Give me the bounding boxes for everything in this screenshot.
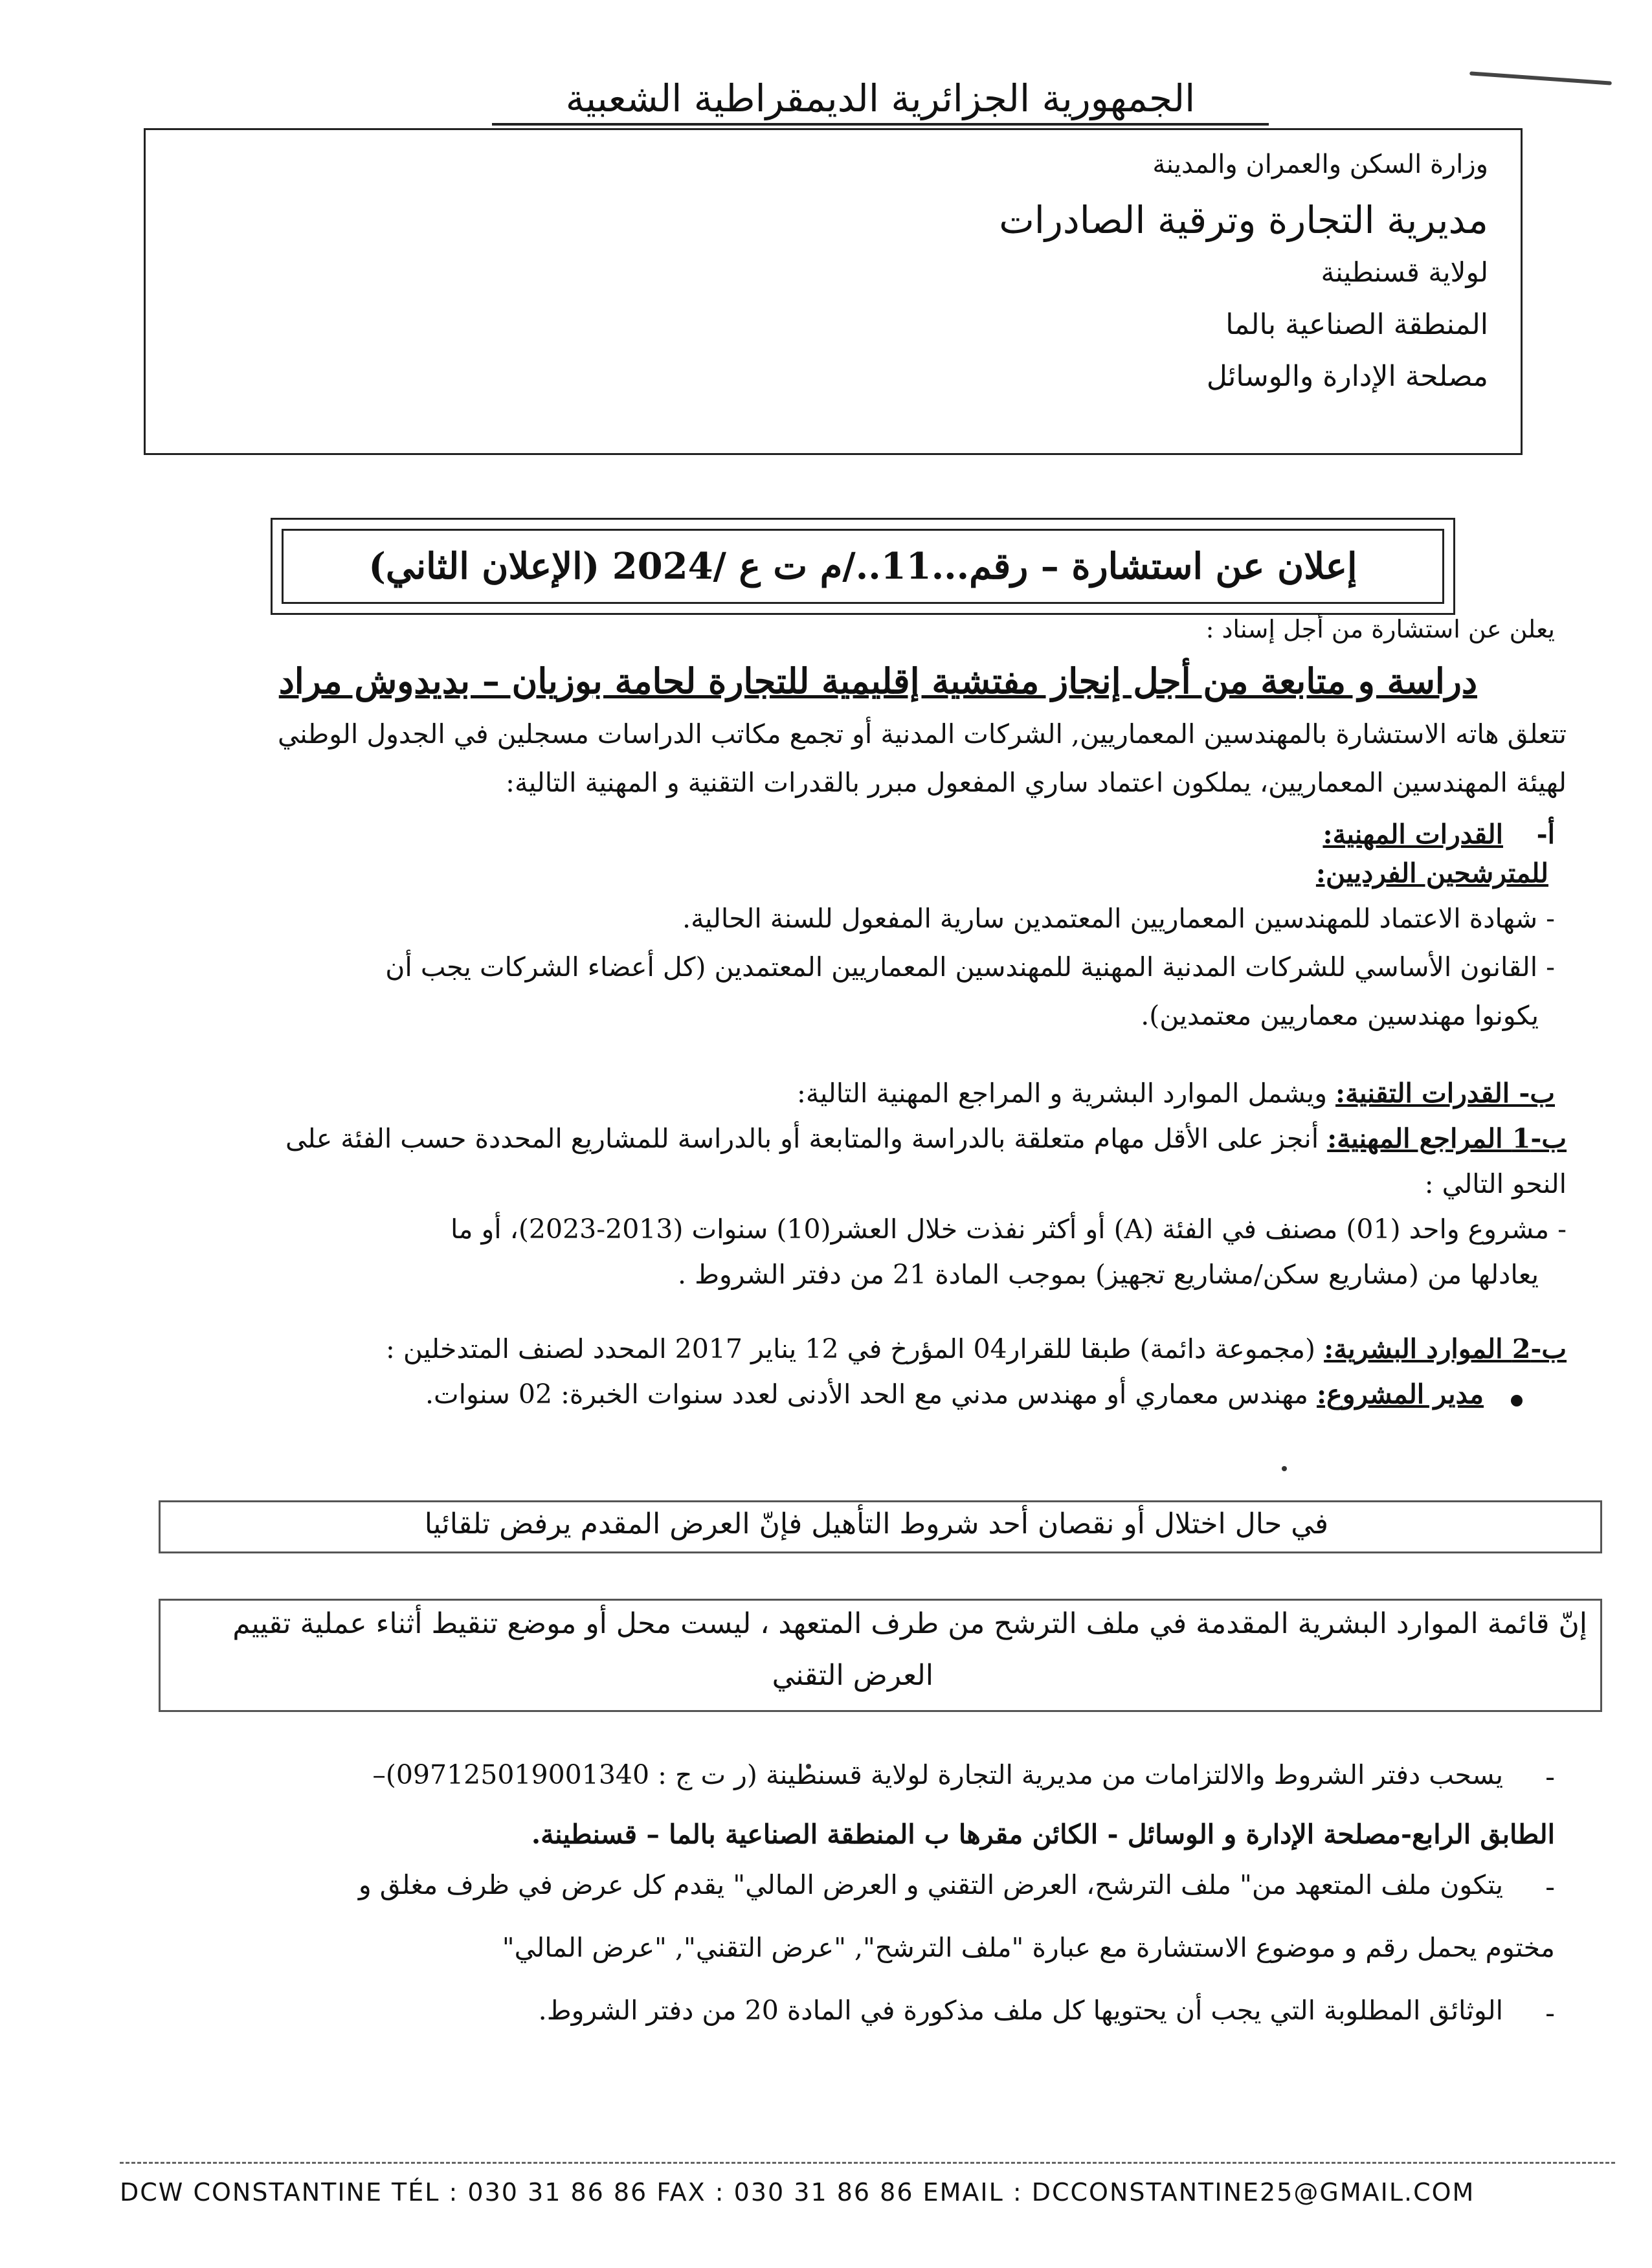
eligibility-line-2: لهيئة المهندسين المعماريين، يملكون اعتماد ساري المفعول مبرر بالقدرات التقنية و المهنية التالية:	[506, 767, 1567, 798]
footer-rule	[120, 2162, 1615, 2164]
section-a-item-1: - شهادة الاعتماد للمهندسين المعماريين المعتمدين سارية المفعول للسنة الحالية.	[682, 903, 1555, 934]
dash-marker: -	[1545, 1997, 1555, 2030]
scan-speck	[1282, 1466, 1287, 1471]
header-box	[144, 128, 1523, 455]
section-a-heading: القدرات المهنية:	[1323, 819, 1503, 850]
b2-line	[386, 1333, 1567, 1365]
announcement-title: إعلان عن استشارة – رقم...11../م ت ع /2024 (الإعلان الثاني)	[368, 545, 1357, 588]
footer-contact: DCW CONSTANTINE TÉL : 030 31 86 86 FAX : 030 31 86 86 EMAIL : DCCONSTANTINE25@GMAIL.COM	[120, 2178, 1475, 2207]
b2-heading: ب-2 الموارد البشرية:	[1324, 1333, 1567, 1364]
b1-heading: ب-1 المراجع المهنية:	[1327, 1123, 1567, 1154]
b1-item: - مشروع واحد (01) مصنف في الفئة (A) أو أكثر نفذت خلال العشر(10) سنوات (2013-2023)، أو ما	[450, 1214, 1567, 1245]
section-a-item-2-cont: يكونوا مهندسين معماريين معتمدين).	[1141, 1000, 1539, 1031]
bullet-dot	[1511, 1395, 1523, 1406]
manager-line	[425, 1379, 1484, 1410]
directorate-line: مديرية التجارة وترقية الصادرات	[999, 198, 1488, 242]
ministry-line: وزارة السكن والعمران والمدينة	[1152, 150, 1488, 179]
section-b-heading-line	[797, 1078, 1555, 1109]
hr-notice-line-1: إنّ قائمة الموارد البشرية المقدمة في ملف الترشح من طرف المتعهد ، ليست محل أو موضع تنقيط أثناء عملية تقييم	[232, 1607, 1587, 1640]
manager-rest: مهندس معماري أو مهندس مدني مع الحد الأدنى لعدد سنوات الخبرة: 02 سنوات.	[425, 1379, 1317, 1410]
dash-marker: -	[1545, 1871, 1555, 1904]
section-a-item-2: - القانون الأساسي للشركات المدنية المهنية للمهندسين المعماريين المعتمدين (كل أعضاء الشركات يجب أن	[385, 951, 1555, 983]
instruction-3: الوثائق المطلوبة التي يجب أن يحتويها كل ملف مذكورة في المادة 20 من دفتر الشروط.	[538, 1995, 1503, 2026]
rejection-notice: في حال اختلال أو نقصان أحد شروط التأهيل فإنّ العرض المقدم يرفض تلقائيا	[424, 1507, 1328, 1540]
instruction-2b: مختوم يحمل رقم و موضوع الاستشارة مع عبارة "ملف الترشح", "عرض التقني", "عرض المالي"	[502, 1932, 1555, 1963]
section-b-heading-rest: ويشمل الموارد البشرية و المراجع المهنية التالية:	[797, 1078, 1336, 1109]
b2-rest: (مجموعة دائمة) طبقا للقرار04 المؤرخ في 12 يناير 2017 المحدد لصنف المتدخلين :	[386, 1333, 1324, 1364]
service-line: مصلحة الإدارة والوسائل	[1206, 360, 1488, 393]
b1-rest: أنجز على الأقل مهام متعلقة بالدراسة والمتابعة أو بالدراسة للمشاريع المحددة حسب الفئة على	[285, 1123, 1328, 1154]
zone-line: المنطقة الصناعية بالما	[1225, 308, 1488, 341]
republic-heading: الجمهورية الجزائرية الديمقراطية الشعبية	[492, 76, 1269, 126]
eligibility-line-1: تتعلق هاته الاستشارة بالمهندسين المعماريين, الشركات المدنية أو تجمع مكاتب الدراسات مسجلين في الجدول الوطني	[278, 718, 1567, 750]
instruction-1b: الطابق الرابع-مصلحة الإدارة و الوسائل - الكائن مقرها ب المنطقة الصناعية بالما – قسنطينة.	[531, 1819, 1555, 1850]
section-b-heading: ب- القدرات التقنية:	[1335, 1078, 1555, 1109]
b1-line	[285, 1123, 1567, 1155]
hr-notice-line-2: العرض التقني	[772, 1659, 933, 1692]
dash-marker: -	[1545, 1761, 1555, 1794]
intro-line: يعلن عن استشارة من أجل إسناد :	[1205, 615, 1555, 643]
project-title: دراسة و متابعة من أجل إنجاز مفتشية إقليمية للتجارة لحامة بوزيان – بديدوش مراد	[278, 660, 1477, 702]
b1-item-cont: يعادلها من (مشاريع سكن/مشاريع تجهيز) بموجب المادة 21 من دفتر الشروط .	[678, 1259, 1539, 1290]
title-inner-frame	[282, 529, 1444, 604]
title-box	[271, 518, 1455, 615]
scan-mark	[1469, 71, 1612, 85]
instruction-2a: يتكون ملف المتعهد من" ملف الترشح، العرض التقني و العرض المالي" يقدم كل عرض في ظرف مغلق و	[358, 1869, 1503, 1900]
section-a-subheading: للمترشحين الفرديين:	[1315, 858, 1548, 889]
manager-heading: مدير المشروع:	[1317, 1379, 1484, 1410]
hr-notice-box	[159, 1599, 1602, 1712]
wilaya-line: لولاية قسنطينة	[1321, 256, 1488, 288]
section-a-label: أ-	[1536, 819, 1555, 850]
b1-cont: النحو التالي :	[1424, 1168, 1567, 1199]
instruction-1a: يسحب دفتر الشروط والالتزامات من مديرية التجارة لولاية قسنطينة (ر ت ج : 097125019001340)–	[372, 1759, 1503, 1790]
rejection-notice-box	[159, 1500, 1602, 1553]
